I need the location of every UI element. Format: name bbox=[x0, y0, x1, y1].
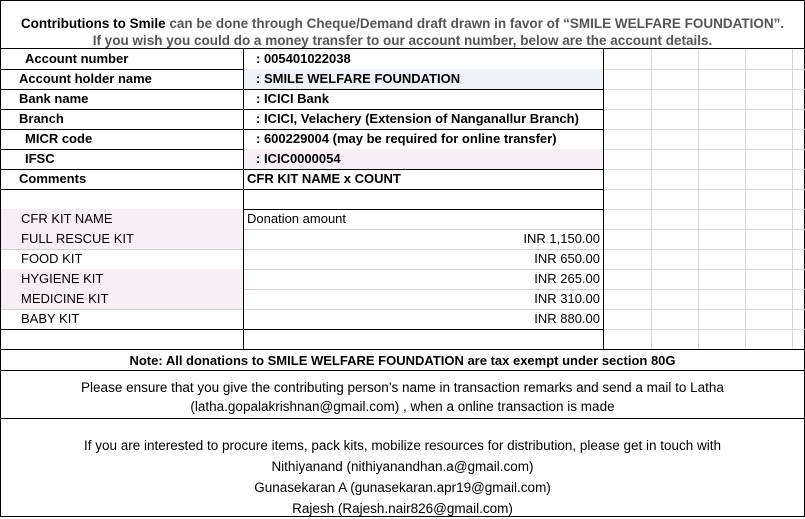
grid-line bbox=[604, 249, 805, 250]
header-line-1 bbox=[1, 15, 804, 32]
header-line-1-rest: can be done through Cheque/Demand draft drawn in favor of “SMILE WELFARE FOUNDATION”. bbox=[165, 16, 785, 31]
kit-name: FULL RESCUE KIT bbox=[1, 229, 244, 249]
account-label: Comments bbox=[1, 169, 244, 189]
kit-name: HYGIENE KIT bbox=[1, 269, 244, 289]
account-row bbox=[1, 149, 805, 170]
blank-row bbox=[1, 329, 805, 349]
account-value: : ICICI Bank bbox=[244, 89, 604, 109]
kit-amount: INR 1,150.00 bbox=[244, 229, 604, 249]
kits-header-row bbox=[1, 209, 805, 230]
grid-line bbox=[604, 309, 805, 310]
contact-person: Gunasekaran A (gunasekaran.apr19@gmail.com) bbox=[254, 480, 551, 495]
kit-amount: INR 310.00 bbox=[244, 289, 604, 309]
account-row bbox=[1, 109, 805, 130]
kit-amount: INR 265.00 bbox=[244, 269, 604, 289]
notice-line: (latha.gopalakrishnan@gmail.com) , when a online transaction is made bbox=[190, 399, 615, 414]
transaction-remarks-notice bbox=[1, 371, 804, 419]
grid-line bbox=[604, 169, 805, 170]
kit-row bbox=[1, 229, 805, 250]
account-value: CFR KIT NAME x COUNT bbox=[244, 169, 604, 189]
blank-cell bbox=[244, 329, 604, 349]
blank-cell bbox=[1, 329, 244, 349]
contact-intro: If you are interested to procure items, pack kits, mobilize resources for distribution, please get in touch with bbox=[83, 438, 722, 453]
grid-line bbox=[604, 269, 805, 270]
account-label: Account holder name bbox=[1, 69, 244, 89]
blank-cell bbox=[244, 189, 604, 209]
grid-line bbox=[604, 109, 805, 110]
kits-header-name: CFR KIT NAME bbox=[1, 209, 244, 229]
account-value: : SMILE WELFARE FOUNDATION bbox=[244, 69, 604, 89]
account-label: Bank name bbox=[1, 89, 244, 109]
header-line-1-bold: Contributions to Smile bbox=[20, 16, 166, 31]
kit-row bbox=[1, 249, 805, 270]
kit-name: BABY KIT bbox=[1, 309, 244, 329]
blank-row bbox=[1, 189, 805, 210]
grid-line bbox=[604, 129, 805, 130]
grid-line bbox=[604, 149, 805, 150]
grid-line bbox=[604, 69, 805, 70]
account-label: Branch bbox=[1, 109, 244, 129]
tax-exempt-note: Note: All donations to SMILE WELFARE FOUNDATION are tax exempt under section 80G bbox=[1, 349, 804, 371]
grid-line bbox=[604, 89, 805, 90]
account-row bbox=[1, 89, 805, 110]
kit-row bbox=[1, 309, 805, 330]
grid-line bbox=[604, 289, 805, 290]
kit-row bbox=[1, 269, 805, 290]
blank-cell bbox=[1, 189, 244, 209]
account-value: : 600229004 (may be required for online transfer) bbox=[244, 129, 604, 149]
account-label: MICR code bbox=[1, 129, 244, 149]
grid-line bbox=[604, 229, 805, 230]
kits-header-amount: Donation amount bbox=[244, 209, 604, 229]
account-value: : ICICI, Velachery (Extension of Nanganallur Branch) bbox=[244, 109, 604, 129]
account-value: : 005401022038 bbox=[244, 49, 604, 69]
kit-amount: INR 880.00 bbox=[244, 309, 604, 329]
kit-name: FOOD KIT bbox=[1, 249, 244, 269]
account-value: : ICIC0000054 bbox=[244, 149, 604, 169]
account-row bbox=[1, 169, 805, 190]
account-row bbox=[1, 69, 805, 90]
notice-line: Please ensure that you give the contributing person’s name in transaction remarks and send a mail to Latha bbox=[81, 380, 724, 395]
grid-line bbox=[604, 329, 805, 330]
kit-name: MEDICINE KIT bbox=[1, 289, 244, 309]
header-line-2: If you wish you could do a money transfer to our account number, below are the account details. bbox=[92, 33, 713, 48]
header bbox=[1, 1, 804, 49]
account-label: Account number bbox=[1, 49, 244, 69]
contact-person: Rajesh (Rajesh.nair826@gmail.com) bbox=[292, 501, 513, 516]
account-label: IFSC bbox=[1, 149, 244, 169]
grid-line bbox=[604, 209, 805, 210]
contact-person: Nithiyanand (nithiyanandhan.a@gmail.com) bbox=[271, 459, 534, 474]
grid-line bbox=[604, 189, 805, 190]
account-details-table bbox=[1, 49, 805, 349]
account-row bbox=[1, 129, 805, 150]
kit-amount: INR 650.00 bbox=[244, 249, 604, 269]
contact-section bbox=[1, 419, 804, 518]
kit-row bbox=[1, 289, 805, 310]
account-row bbox=[1, 49, 805, 70]
